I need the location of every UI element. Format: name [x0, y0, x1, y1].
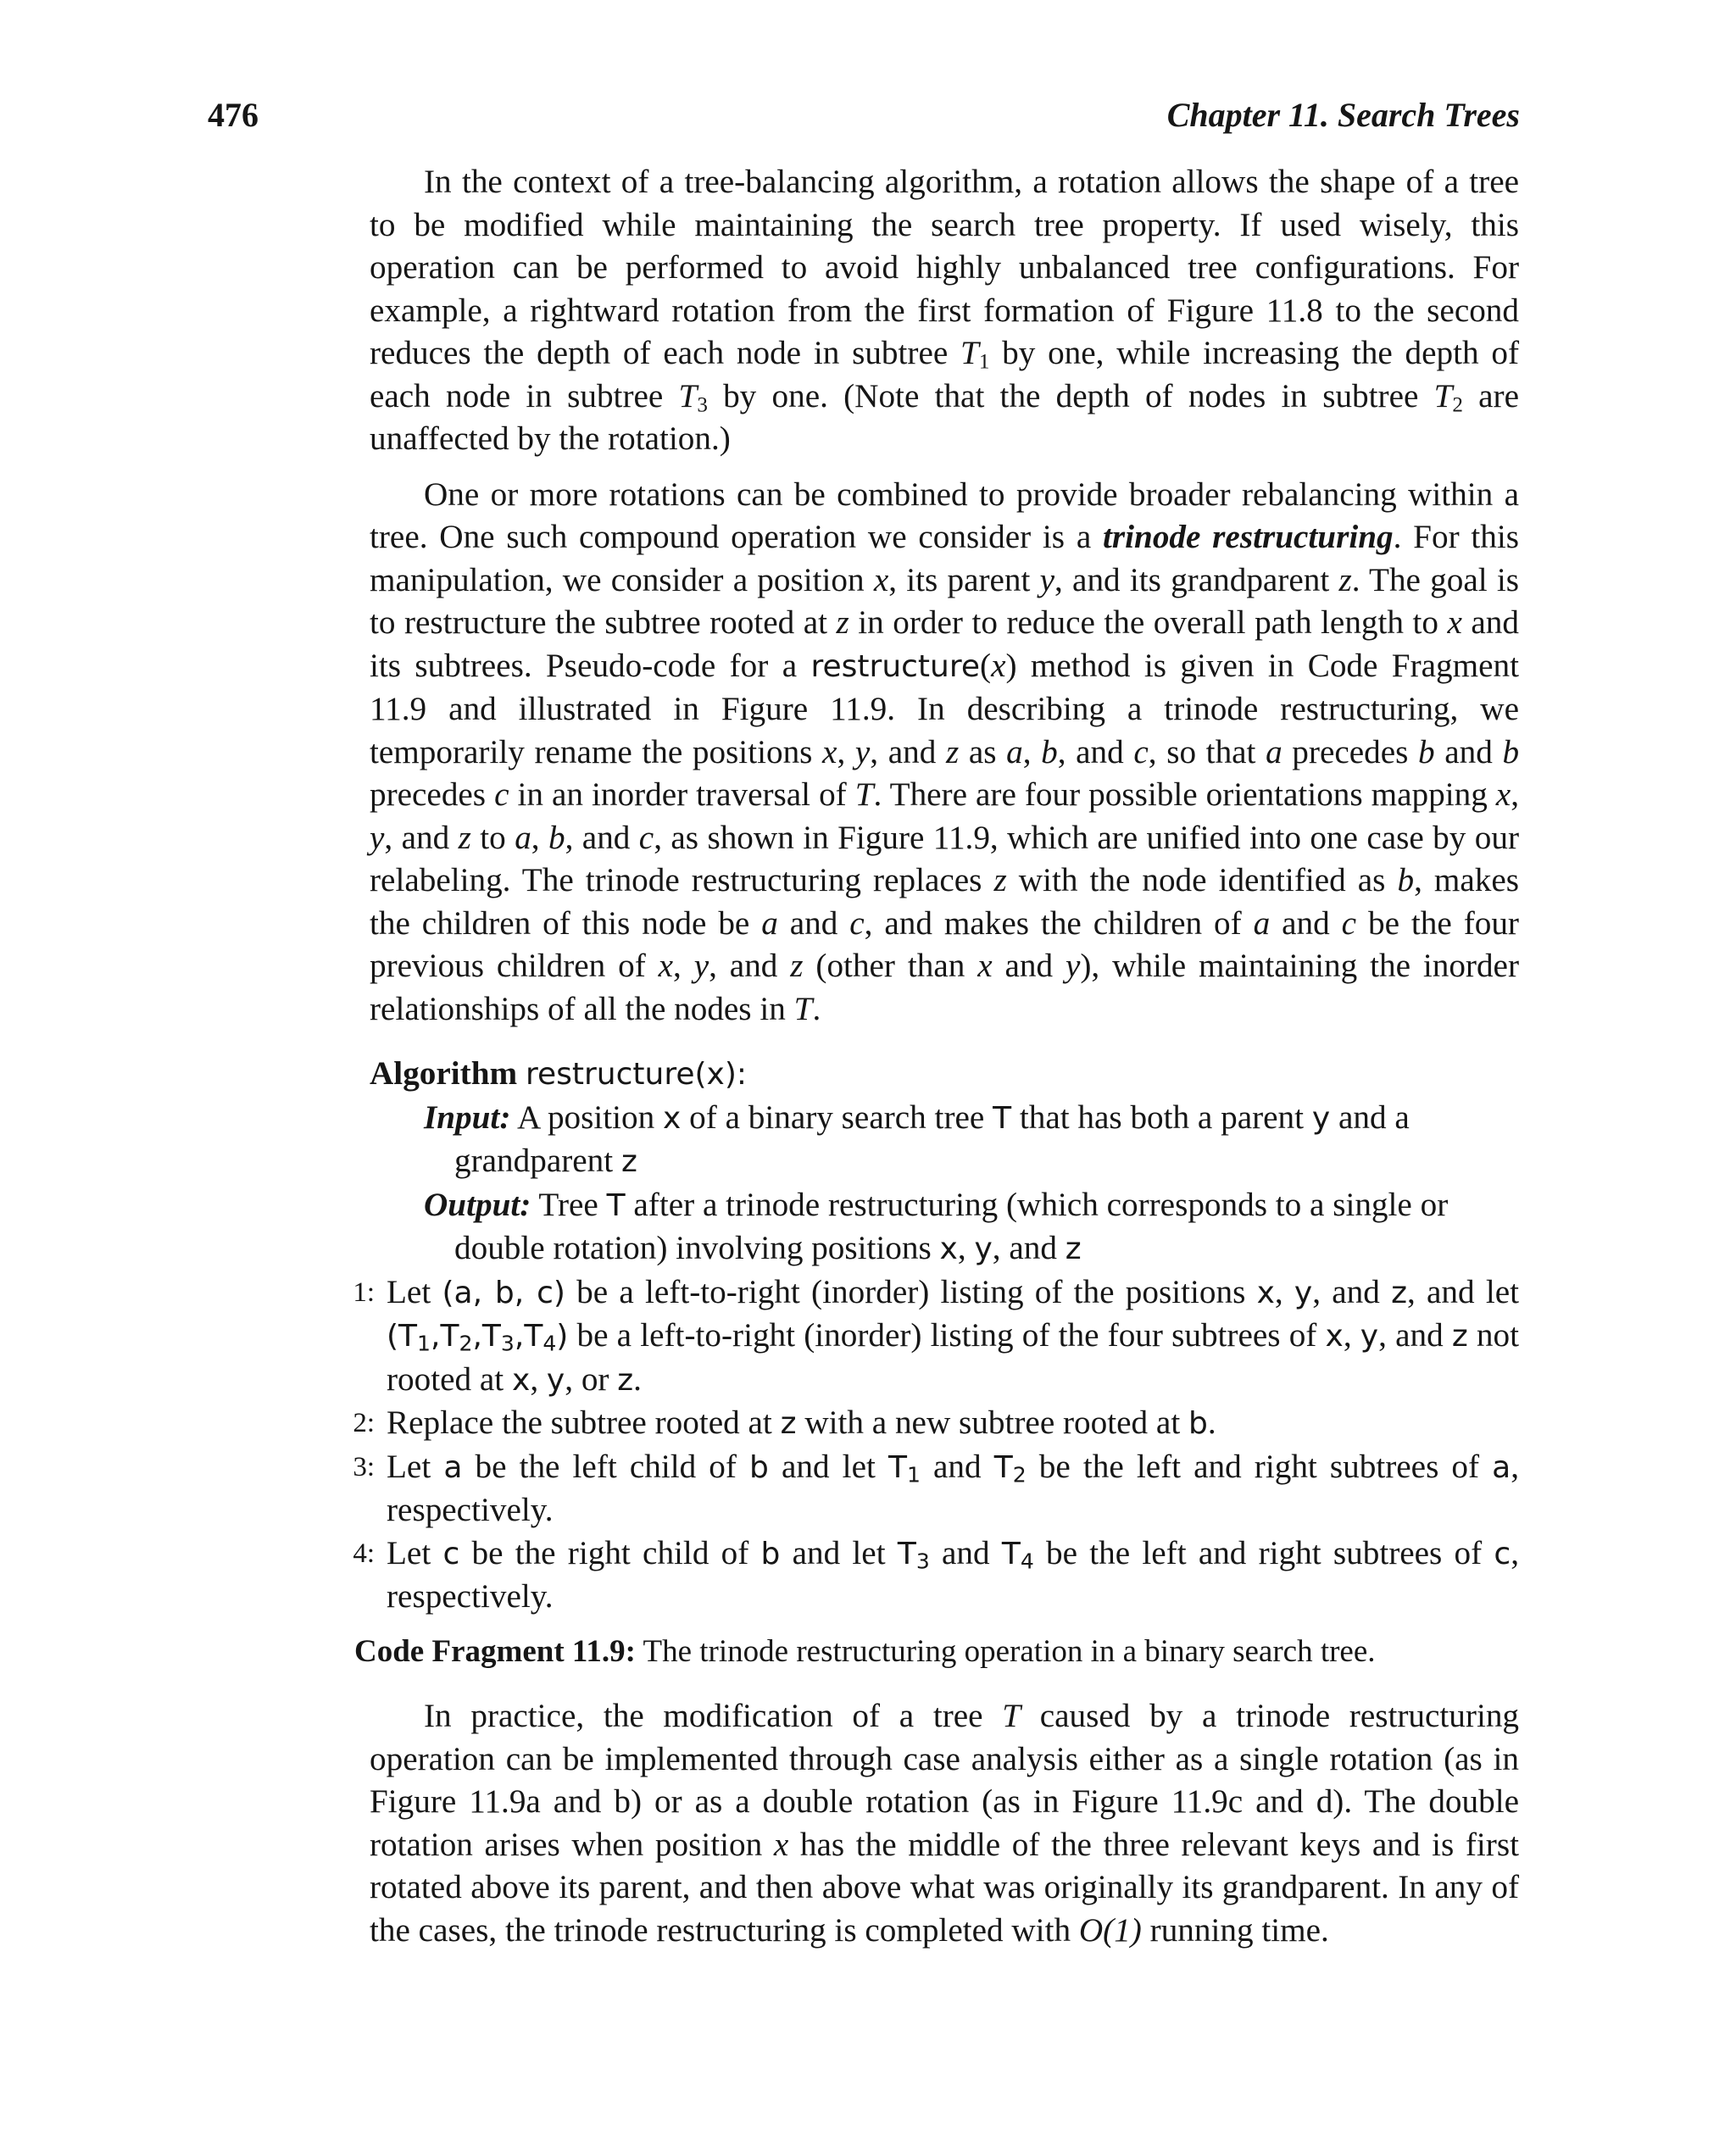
algorithm-step: 2: Replace the subtree rooted at z with a new subtree rooted at b. [353, 1404, 1216, 1441]
page-header [208, 95, 1520, 146]
algorithm-output: Output: Tree T after a trinode restructuring (which corresponds to a single or double rotation) involving positions x, y, and z [424, 1186, 1449, 1266]
algorithm-step: 1: Let (a, b, c) be a left-to-right (inorder) listing of the positions x, y, and z, and let $(T_1,T_2,T_3,T_4)$ be a left-to-right (inorder) listing of the four subtrees of x, y, and z not rooted at x, y, or z. [353, 1273, 1520, 1398]
chapter-title: Chapter 11. Search Trees [1166, 96, 1520, 134]
page-number: 476 [208, 96, 259, 134]
paragraph-practice: In practice, the modification of a tree T caused by a trinode restructuring operation can be implemented through case analysis either as a single rotation (as in Figure 11.9a and b) or as a double rotation (as in Figure 11.9c and d). The double rotation arises when position x has the middle of the three relevant keys and is first rotated above its parent, and then above what was originally its grandparent. In any of the cases, the trinode restructuring is completed with O(1) running time. [370, 1698, 1520, 1949]
algorithm-step: 3: Let a be the left child of b and let $T_1$ and $T_2$ be the left and right subtrees of a, respectively. [353, 1448, 1520, 1528]
algorithm-steps [332, 1271, 1519, 1619]
algorithm-block [353, 1053, 1520, 1673]
paragraph-rotation-context: In the context of a tree-balancing algorithm, a rotation allows the shape of a tree to be modified while maintaining the search tree property. If used wisely, this operation can be performed to avoid highly unbalanced tree configurations. For example, a rightward rotation from the first formation of Figure 11.8 to the second reduces the depth of each node in subtree $T_1$ by one, while increasing the depth of each node in subtree $T_3$ by one. (Note that the depth of nodes in subtree $T_2$ are unaffected by the rotation.) [370, 164, 1520, 457]
term-trinode-restructuring: trinode restructuring [1103, 519, 1394, 555]
algorithm-step: 4: Let c be the right child of b and let $T_3$ and $T_4$ be the left and right subtrees of c, respectively. [353, 1534, 1519, 1615]
paragraph-trinode-restructuring: One or more rotations can be combined to provide broader rebalancing within a tree. One such compound operation we consider is a trinode restructuring. For this manipulation, we consider a position x, its parent y, and its grandparent z. The goal is to restructure the subtree rooted at z in order to reduce the overall path length to x and its subtrees. Pseudo-code for a restructure(x) method is given in Code Fragment 11.9 and illustrated in Figure 11.9. In describing a trinode restructuring, we temporarily rename the positions x, y, and z as a, b, and c, so that a precedes b and b precedes c in an inorder traversal of T. There are four possible orientations mapping x, y, and z to a, b, and c, as shown in Figure 11.9, which are unified into one case by our relabeling. The trinode restructuring replaces z with the node identified as b, makes the children of this node be a and c, and makes the children of a and c be the four previous children of x, y, and z (other than x and y), while maintaining the inorder relationships of all the nodes in T. [370, 475, 1520, 1027]
page-body [353, 161, 1520, 1952]
code-fragment-caption: Code Fragment 11.9: The trinode restructuring operation in a binary search tree. [354, 1633, 1376, 1669]
algorithm-heading: Algorithm restructure(x): [370, 1055, 748, 1092]
algorithm-input: Input: A position x of a binary search tree T that has both a parent y and a grandparent z [424, 1098, 1410, 1179]
